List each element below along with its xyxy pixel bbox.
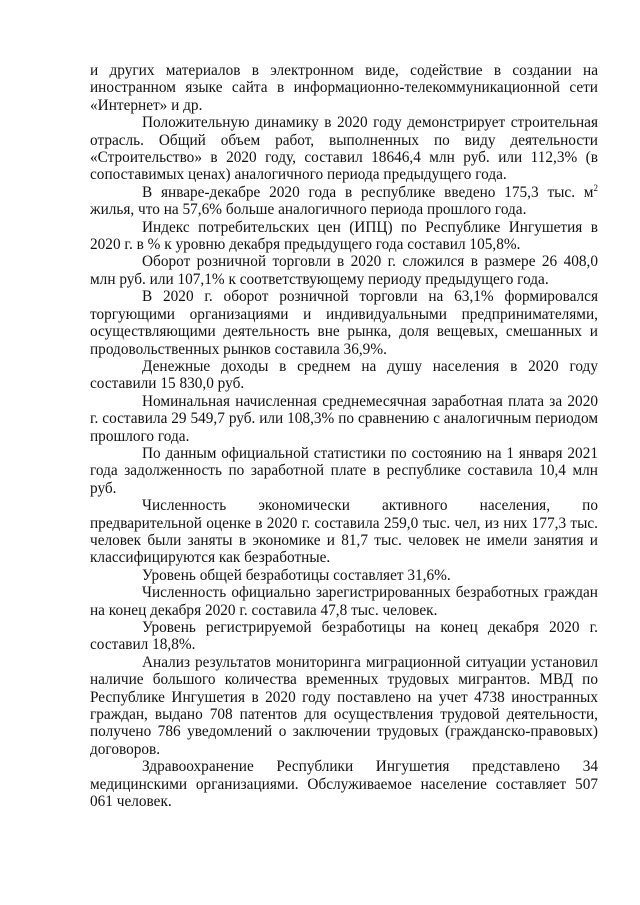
superscript-squared: 2 [593,182,598,193]
paragraph-migration: Анализ результатов мониторинга миграционной ситуации установил наличие большого количества временных трудовых мигрантов. МВД по Республике Ингушетия в 2020 году поставлено на учет 4738 иностранных граждан, выдано 708 патентов для осуществления трудовой деятельности, получено 786 уведомлений о заключении трудовых (гражданско-правовых) договоров. [90,653,598,758]
paragraph-cpi: Индекс потребительских цен (ИПЦ) по Республике Ингушетия в 2020 г. в % к уровню декабря предыдущего года составил 105,8%. [90,218,598,254]
paragraph-registered-unemployment-rate: Уровень регистрируемой безработицы на конец декабря 2020 г. составил 18,8%. [90,619,598,654]
housing-text-before: В январе-декабре 2020 года в республике введено 175,3 тыс. м [142,183,594,201]
document-page [90,62,598,810]
paragraph-wages: Номинальная начисленная среднемесячная заработная плата за 2020 г. составила 29 549,7 руб. или 108,3% по сравнению с аналогичным периодом прошлого года. [90,392,598,445]
paragraph-wage-arrears: По данным официальной статистики по состоянию на 1 января 2021 года задолженность по заработной плате в республике составила 10,4 млн руб. [90,444,598,497]
paragraph-healthcare: Здравоохранение Республики Ингушетия представлено 34 медицинскими организациями. Обслуживаемое население составляет 507 061 человек. [90,758,598,811]
paragraph-income: Денежные доходы в среднем на душу населения в 2020 году составили 15 830,0 руб. [90,357,598,393]
paragraph-labor-force: Численность экономически активного населения, по предварительной оценке в 2020 г. составила 259,0 тыс. чел, из них 177,3 тыс. человек были заняты в экономике и 81,7 тыс. человек не имели занятия и классифицируются как безработные. [90,497,598,567]
paragraph-retail-structure: В 2020 г. оборот розничной торговли на 63,1% формировался торгующими организациями и индивидуальными предпринимателями, осуществляющими деятельность вне рынка, доля вещевых, смешанных и продовольственных рынков составила 36,9%. [90,288,598,358]
paragraph-construction: Положительную динамику в 2020 году демонстрирует строительная отрасль. Общий объем работ, выполненных по виду деятельности «Строительство» в 2020 году, составил 18646,4 млн руб. или 112,3% (в сопоставимых ценах) аналогичного периода предыдущего года. [90,114,598,184]
paragraph-registered-unemployed: Численность официально зарегистрированных безработных граждан на конец декабря 2020 г. составила 47,8 тыс. человек. [90,584,598,619]
paragraph-housing [90,184,598,219]
housing-text-after: жилья, что на 57,6% больше аналогичного периода прошлого года. [90,201,527,219]
paragraph-continuation: и других материалов в электронном виде, содействие в создании на иностранном языке сайта в информационно-телекоммуникационной сети «Интернет» и др. [90,62,598,114]
paragraph-unemployment-rate: Уровень общей безработицы составляет 31,6%. [142,566,451,584]
paragraph-retail-turnover: Оборот розничной торговли в 2020 г. сложился в размере 26 408,0 млн руб. или 107,1% к соответствующему периоду предыдущего года. [90,253,598,288]
